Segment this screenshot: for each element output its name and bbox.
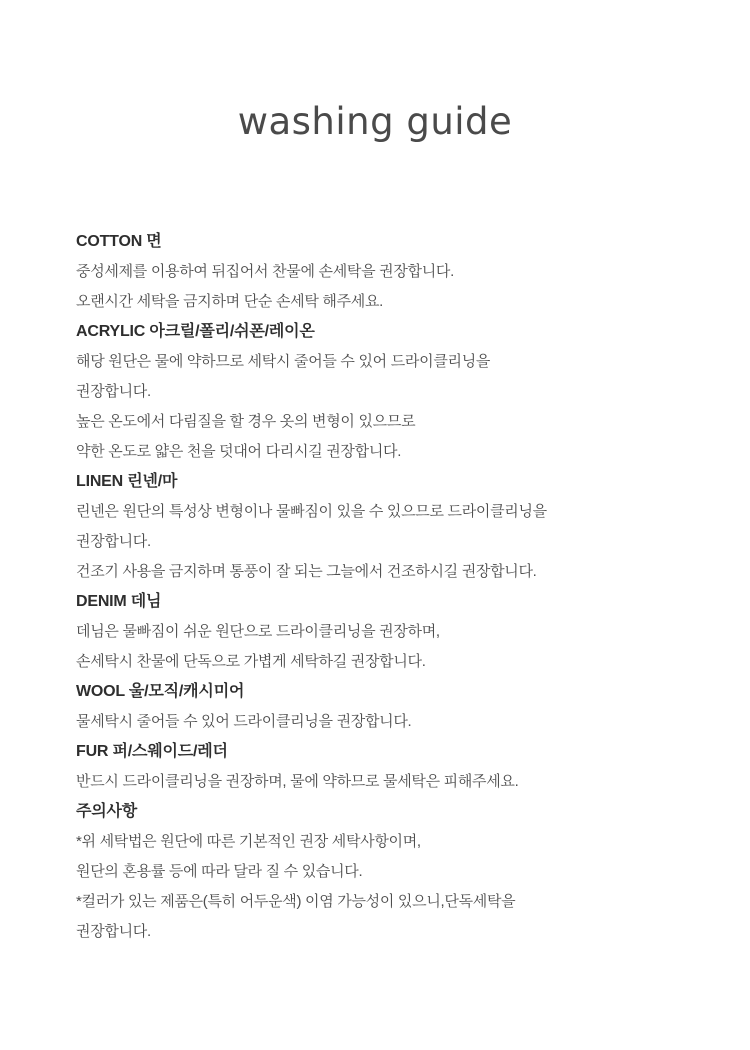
section-heading: LINEN 린넨/마	[76, 473, 178, 490]
section-line: *위 세탁법은 원단에 따른 기본적인 권장 세탁사항이며,	[76, 833, 421, 850]
section-heading: ACRYLIC 아크릴/폴리/쉬폰/레이온	[76, 323, 315, 340]
guide-section-linen	[76, 467, 750, 587]
section-line: 권장합니다.	[76, 533, 151, 550]
section-heading: 주의사항	[76, 803, 138, 820]
guide-section-notes	[76, 797, 750, 947]
guide-section-cotton	[76, 227, 750, 317]
section-line: 원단의 혼용률 등에 따라 달라 질 수 있습니다.	[76, 863, 363, 880]
section-line: 건조기 사용을 금지하며 통풍이 잘 되는 그늘에서 건조하시길 권장합니다.	[76, 563, 537, 580]
section-line: 반드시 드라이클리닝을 권장하며, 물에 약하므로 물세탁은 피해주세요.	[76, 773, 519, 790]
section-heading: FUR 퍼/스웨이드/레더	[76, 743, 228, 760]
page-title: washing guide	[237, 100, 513, 143]
section-line: 린넨은 원단의 특성상 변형이나 물빠짐이 있을 수 있으므로 드라이클리닝을	[76, 503, 547, 520]
section-line: *컬러가 있는 제품은(특히 어두운색) 이염 가능성이 있으니,단독세탁을	[76, 893, 516, 910]
section-heading: WOOL 울/모직/캐시미어	[76, 683, 245, 700]
guide-section-acrylic	[76, 317, 750, 467]
section-line: 손세탁시 찬물에 단독으로 가볍게 세탁하길 권장합니다.	[76, 653, 426, 670]
section-line: 오랜시간 세탁을 금지하며 단순 손세탁 해주세요.	[76, 293, 384, 310]
guide-section-denim	[76, 587, 750, 677]
section-line: 권장합니다.	[76, 923, 151, 940]
section-line: 권장합니다.	[76, 383, 151, 400]
section-line: 높은 온도에서 다림질을 할 경우 옷의 변형이 있으므로	[76, 413, 416, 430]
section-line: 물세탁시 줄어들 수 있어 드라이클리닝을 권장합니다.	[76, 713, 412, 730]
section-heading: COTTON 면	[76, 233, 162, 250]
guide-sections	[0, 143, 750, 947]
section-line: 약한 온도로 얇은 천을 덧대어 다리시길 권장합니다.	[76, 443, 402, 460]
guide-section-fur	[76, 737, 750, 797]
section-heading: DENIM 데님	[76, 593, 162, 610]
section-line: 해당 원단은 물에 약하므로 세탁시 줄어들 수 있어 드라이클리닝을	[76, 353, 491, 370]
guide-section-wool	[76, 677, 750, 737]
section-line: 중성세제를 이용하여 뒤집어서 찬물에 손세탁을 권장합니다.	[76, 263, 454, 280]
section-line: 데님은 물빠짐이 쉬운 원단으로 드라이클리닝을 권장하며,	[76, 623, 440, 640]
